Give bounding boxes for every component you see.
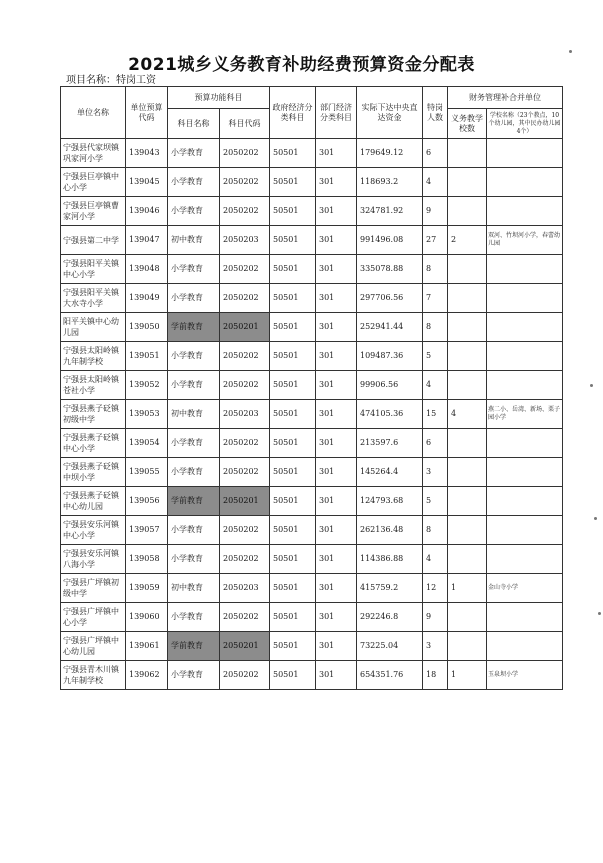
gov-econ-cell: 50501 <box>270 603 316 632</box>
dept-econ-cell: 301 <box>316 139 357 168</box>
special-count-cell: 8 <box>423 313 448 342</box>
allocation-table <box>60 86 563 690</box>
header-special-count: 特岗人数 <box>423 87 448 139</box>
gov-econ-cell: 50501 <box>270 632 316 661</box>
subject-name-cell: 学前教育 <box>168 632 220 661</box>
amount-cell: 114386.88 <box>357 545 423 574</box>
special-count-cell: 3 <box>423 458 448 487</box>
header-finance-merge: 财务管理补合并单位 <box>448 87 563 109</box>
subject-name-cell: 小学教育 <box>168 545 220 574</box>
unit-name-cell: 宁强县燕子砭镇中心幼儿园 <box>61 487 126 516</box>
school-names-cell <box>487 168 563 197</box>
dept-econ-cell: 301 <box>316 284 357 313</box>
table-header-row <box>61 87 563 109</box>
table-row <box>61 313 563 342</box>
subject-name-cell: 小学教育 <box>168 429 220 458</box>
table-row <box>61 371 563 400</box>
special-count-cell: 9 <box>423 603 448 632</box>
school-count-cell: 4 <box>448 400 487 429</box>
budget-code-cell: 139047 <box>126 226 168 255</box>
special-count-cell: 4 <box>423 168 448 197</box>
unit-name-cell: 宁强县青木川镇九年制学校 <box>61 661 126 690</box>
subject-code-cell: 2050203 <box>220 400 270 429</box>
table-row <box>61 458 563 487</box>
header-budget-code: 单位预算代码 <box>126 87 168 139</box>
school-count-cell <box>448 429 487 458</box>
table-row <box>61 661 563 690</box>
amount-cell: 252941.44 <box>357 313 423 342</box>
gov-econ-cell: 50501 <box>270 139 316 168</box>
table-row <box>61 139 563 168</box>
dept-econ-cell: 301 <box>316 458 357 487</box>
header-school-count: 义务教学校数 <box>448 109 487 139</box>
gov-econ-cell: 50501 <box>270 429 316 458</box>
subject-code-cell: 2050202 <box>220 168 270 197</box>
budget-code-cell: 139049 <box>126 284 168 313</box>
subject-name-cell: 小学教育 <box>168 139 220 168</box>
budget-code-cell: 139053 <box>126 400 168 429</box>
school-names-cell: 金山寺小学 <box>487 574 563 603</box>
school-count-cell <box>448 284 487 313</box>
special-count-cell: 4 <box>423 371 448 400</box>
amount-cell: 179649.12 <box>357 139 423 168</box>
budget-code-cell: 139061 <box>126 632 168 661</box>
dept-econ-cell: 301 <box>316 255 357 284</box>
unit-name-cell: 宁强县燕子砭镇中心小学 <box>61 429 126 458</box>
special-count-cell: 4 <box>423 545 448 574</box>
amount-cell: 124793.68 <box>357 487 423 516</box>
amount-cell: 297706.56 <box>357 284 423 313</box>
amount-cell: 262136.48 <box>357 516 423 545</box>
subject-code-cell: 2050202 <box>220 603 270 632</box>
gov-econ-cell: 50501 <box>270 371 316 400</box>
unit-name-cell: 宁强县太阳岭镇苍社小学 <box>61 371 126 400</box>
school-count-cell <box>448 458 487 487</box>
amount-cell: 324781.92 <box>357 197 423 226</box>
special-count-cell: 3 <box>423 632 448 661</box>
gov-econ-cell: 50501 <box>270 487 316 516</box>
amount-cell: 145264.4 <box>357 458 423 487</box>
header-gov-econ: 政府经济分类科目 <box>270 87 316 139</box>
amount-cell: 474105.36 <box>357 400 423 429</box>
school-names-cell <box>487 487 563 516</box>
table-row <box>61 574 563 603</box>
subject-code-cell: 2050202 <box>220 139 270 168</box>
subject-name-cell: 小学教育 <box>168 255 220 284</box>
dept-econ-cell: 301 <box>316 342 357 371</box>
header-school-names: 学校名称（23个教点，10个幼儿园，其中民办幼儿园4个） <box>487 109 563 139</box>
school-count-cell <box>448 313 487 342</box>
subject-code-cell: 2050202 <box>220 255 270 284</box>
budget-code-cell: 139054 <box>126 429 168 458</box>
special-count-cell: 9 <box>423 197 448 226</box>
scan-speck <box>594 517 597 520</box>
unit-name-cell: 宁强县巨亭镇曹家河小学 <box>61 197 126 226</box>
budget-code-cell: 139060 <box>126 603 168 632</box>
school-count-cell: 1 <box>448 574 487 603</box>
subject-code-cell: 2050202 <box>220 429 270 458</box>
amount-cell: 109487.36 <box>357 342 423 371</box>
unit-name-cell: 宁强县代家坝镇巩家河小学 <box>61 139 126 168</box>
subject-name-cell: 学前教育 <box>168 487 220 516</box>
gov-econ-cell: 50501 <box>270 197 316 226</box>
special-count-cell: 7 <box>423 284 448 313</box>
budget-code-cell: 139043 <box>126 139 168 168</box>
amount-cell: 991496.08 <box>357 226 423 255</box>
special-count-cell: 15 <box>423 400 448 429</box>
budget-code-cell: 139046 <box>126 197 168 226</box>
subject-name-cell: 学前教育 <box>168 313 220 342</box>
unit-name-cell: 宁强县广坪镇中心小学 <box>61 603 126 632</box>
school-names-cell <box>487 197 563 226</box>
budget-code-cell: 139059 <box>126 574 168 603</box>
subject-name-cell: 小学教育 <box>168 168 220 197</box>
budget-code-cell: 139055 <box>126 458 168 487</box>
table-row <box>61 168 563 197</box>
subject-code-cell: 2050202 <box>220 545 270 574</box>
dept-econ-cell: 301 <box>316 371 357 400</box>
subject-name-cell: 小学教育 <box>168 197 220 226</box>
table-row <box>61 400 563 429</box>
dept-econ-cell: 301 <box>316 603 357 632</box>
gov-econ-cell: 50501 <box>270 400 316 429</box>
subject-name-cell: 初中教育 <box>168 226 220 255</box>
school-names-cell <box>487 139 563 168</box>
school-names-cell <box>487 313 563 342</box>
subject-code-cell: 2050203 <box>220 574 270 603</box>
budget-code-cell: 139056 <box>126 487 168 516</box>
subject-name-cell: 小学教育 <box>168 661 220 690</box>
page-title: 2021城乡义务教育补助经费预算资金分配表 <box>128 55 475 75</box>
school-names-cell <box>487 516 563 545</box>
unit-name-cell: 宁强县广坪镇中心幼儿园 <box>61 632 126 661</box>
subject-code-cell: 2050201 <box>220 313 270 342</box>
special-count-cell: 27 <box>423 226 448 255</box>
amount-cell: 335078.88 <box>357 255 423 284</box>
school-count-cell <box>448 342 487 371</box>
unit-name-cell: 宁强县阳平关镇大水寺小学 <box>61 284 126 313</box>
dept-econ-cell: 301 <box>316 487 357 516</box>
school-count-cell <box>448 487 487 516</box>
school-count-cell <box>448 371 487 400</box>
school-names-cell: 燕二小、岳湾、新场、栗子园小学 <box>487 400 563 429</box>
special-count-cell: 12 <box>423 574 448 603</box>
gov-econ-cell: 50501 <box>270 516 316 545</box>
subject-code-cell: 2050203 <box>220 226 270 255</box>
gov-econ-cell: 50501 <box>270 574 316 603</box>
subject-code-cell: 2050202 <box>220 342 270 371</box>
table-row <box>61 487 563 516</box>
budget-code-cell: 139051 <box>126 342 168 371</box>
school-count-cell <box>448 139 487 168</box>
header-budget-function: 预算功能科目 <box>168 87 270 109</box>
dept-econ-cell: 301 <box>316 516 357 545</box>
amount-cell: 292246.8 <box>357 603 423 632</box>
school-names-cell <box>487 429 563 458</box>
budget-code-cell: 139045 <box>126 168 168 197</box>
dept-econ-cell: 301 <box>316 574 357 603</box>
subject-name-cell: 初中教育 <box>168 400 220 429</box>
table-row <box>61 632 563 661</box>
dept-econ-cell: 301 <box>316 429 357 458</box>
dept-econ-cell: 301 <box>316 197 357 226</box>
gov-econ-cell: 50501 <box>270 342 316 371</box>
budget-code-cell: 139052 <box>126 371 168 400</box>
dept-econ-cell: 301 <box>316 632 357 661</box>
table-row <box>61 284 563 313</box>
budget-code-cell: 139048 <box>126 255 168 284</box>
gov-econ-cell: 50501 <box>270 661 316 690</box>
gov-econ-cell: 50501 <box>270 284 316 313</box>
unit-name-cell: 宁强县燕子砭镇中坝小学 <box>61 458 126 487</box>
special-count-cell: 8 <box>423 255 448 284</box>
school-count-cell <box>448 255 487 284</box>
school-count-cell <box>448 632 487 661</box>
subject-name-cell: 小学教育 <box>168 516 220 545</box>
unit-name-cell: 宁强县广坪镇初级中学 <box>61 574 126 603</box>
header-subject-code: 科目代码 <box>220 109 270 139</box>
school-names-cell <box>487 342 563 371</box>
gov-econ-cell: 50501 <box>270 226 316 255</box>
amount-cell: 415759.2 <box>357 574 423 603</box>
subject-code-cell: 2050201 <box>220 487 270 516</box>
scan-speck <box>569 50 572 53</box>
dept-econ-cell: 301 <box>316 313 357 342</box>
scan-speck <box>598 612 601 615</box>
header-dept-econ: 部门经济分类科目 <box>316 87 357 139</box>
subject-code-cell: 2050202 <box>220 516 270 545</box>
gov-econ-cell: 50501 <box>270 255 316 284</box>
unit-name-cell: 宁强县安乐河镇八海小学 <box>61 545 126 574</box>
subject-name-cell: 小学教育 <box>168 603 220 632</box>
budget-code-cell: 139062 <box>126 661 168 690</box>
gov-econ-cell: 50501 <box>270 458 316 487</box>
subject-name-cell: 初中教育 <box>168 574 220 603</box>
table-row <box>61 197 563 226</box>
gov-econ-cell: 50501 <box>270 168 316 197</box>
school-names-cell <box>487 284 563 313</box>
scan-speck <box>590 384 593 387</box>
header-unit-name: 单位名称 <box>61 87 126 139</box>
special-count-cell: 18 <box>423 661 448 690</box>
table-row <box>61 342 563 371</box>
school-names-cell: 玉泉坝小学 <box>487 661 563 690</box>
unit-name-cell: 阳平关镇中心幼儿园 <box>61 313 126 342</box>
unit-name-cell: 宁强县燕子砭镇初级中学 <box>61 400 126 429</box>
special-count-cell: 6 <box>423 139 448 168</box>
dept-econ-cell: 301 <box>316 168 357 197</box>
header-subject-name: 科目名称 <box>168 109 220 139</box>
subject-code-cell: 2050202 <box>220 371 270 400</box>
subject-code-cell: 2050202 <box>220 458 270 487</box>
school-names-cell <box>487 603 563 632</box>
special-count-cell: 5 <box>423 487 448 516</box>
unit-name-cell: 宁强县第二中学 <box>61 226 126 255</box>
school-count-cell <box>448 168 487 197</box>
budget-code-cell: 139057 <box>126 516 168 545</box>
subject-code-cell: 2050202 <box>220 661 270 690</box>
subject-name-cell: 小学教育 <box>168 371 220 400</box>
special-count-cell: 6 <box>423 429 448 458</box>
unit-name-cell: 宁强县阳平关镇中心小学 <box>61 255 126 284</box>
amount-cell: 99906.56 <box>357 371 423 400</box>
dept-econ-cell: 301 <box>316 226 357 255</box>
project-label: 项目名称：特岗工资 <box>66 75 156 86</box>
school-names-cell <box>487 458 563 487</box>
table-row <box>61 603 563 632</box>
table-row <box>61 516 563 545</box>
school-count-cell <box>448 516 487 545</box>
school-count-cell: 1 <box>448 661 487 690</box>
subject-name-cell: 小学教育 <box>168 342 220 371</box>
budget-code-cell: 139058 <box>126 545 168 574</box>
dept-econ-cell: 301 <box>316 661 357 690</box>
special-count-cell: 5 <box>423 342 448 371</box>
school-names-cell <box>487 255 563 284</box>
school-count-cell <box>448 545 487 574</box>
dept-econ-cell: 301 <box>316 545 357 574</box>
school-names-cell <box>487 371 563 400</box>
table-row <box>61 255 563 284</box>
table-row <box>61 545 563 574</box>
special-count-cell: 8 <box>423 516 448 545</box>
amount-cell: 118693.2 <box>357 168 423 197</box>
unit-name-cell: 宁强县太阳岭镇九年制学校 <box>61 342 126 371</box>
subject-code-cell: 2050201 <box>220 632 270 661</box>
unit-name-cell: 宁强县安乐河镇中心小学 <box>61 516 126 545</box>
header-actual-funds: 实际下达中央直达资金 <box>357 87 423 139</box>
school-count-cell <box>448 197 487 226</box>
subject-name-cell: 小学教育 <box>168 458 220 487</box>
subject-name-cell: 小学教育 <box>168 284 220 313</box>
subject-code-cell: 2050202 <box>220 284 270 313</box>
gov-econ-cell: 50501 <box>270 545 316 574</box>
unit-name-cell: 宁强县巨亭镇中心小学 <box>61 168 126 197</box>
gov-econ-cell: 50501 <box>270 313 316 342</box>
table-row <box>61 429 563 458</box>
school-names-cell <box>487 545 563 574</box>
amount-cell: 213597.6 <box>357 429 423 458</box>
dept-econ-cell: 301 <box>316 400 357 429</box>
table-row <box>61 226 563 255</box>
amount-cell: 654351.76 <box>357 661 423 690</box>
school-count-cell: 2 <box>448 226 487 255</box>
school-names-cell: 双河、竹坝河小学，春蕾幼儿园 <box>487 226 563 255</box>
amount-cell: 73225.04 <box>357 632 423 661</box>
budget-code-cell: 139050 <box>126 313 168 342</box>
subject-code-cell: 2050202 <box>220 197 270 226</box>
school-count-cell <box>448 603 487 632</box>
school-names-cell <box>487 632 563 661</box>
